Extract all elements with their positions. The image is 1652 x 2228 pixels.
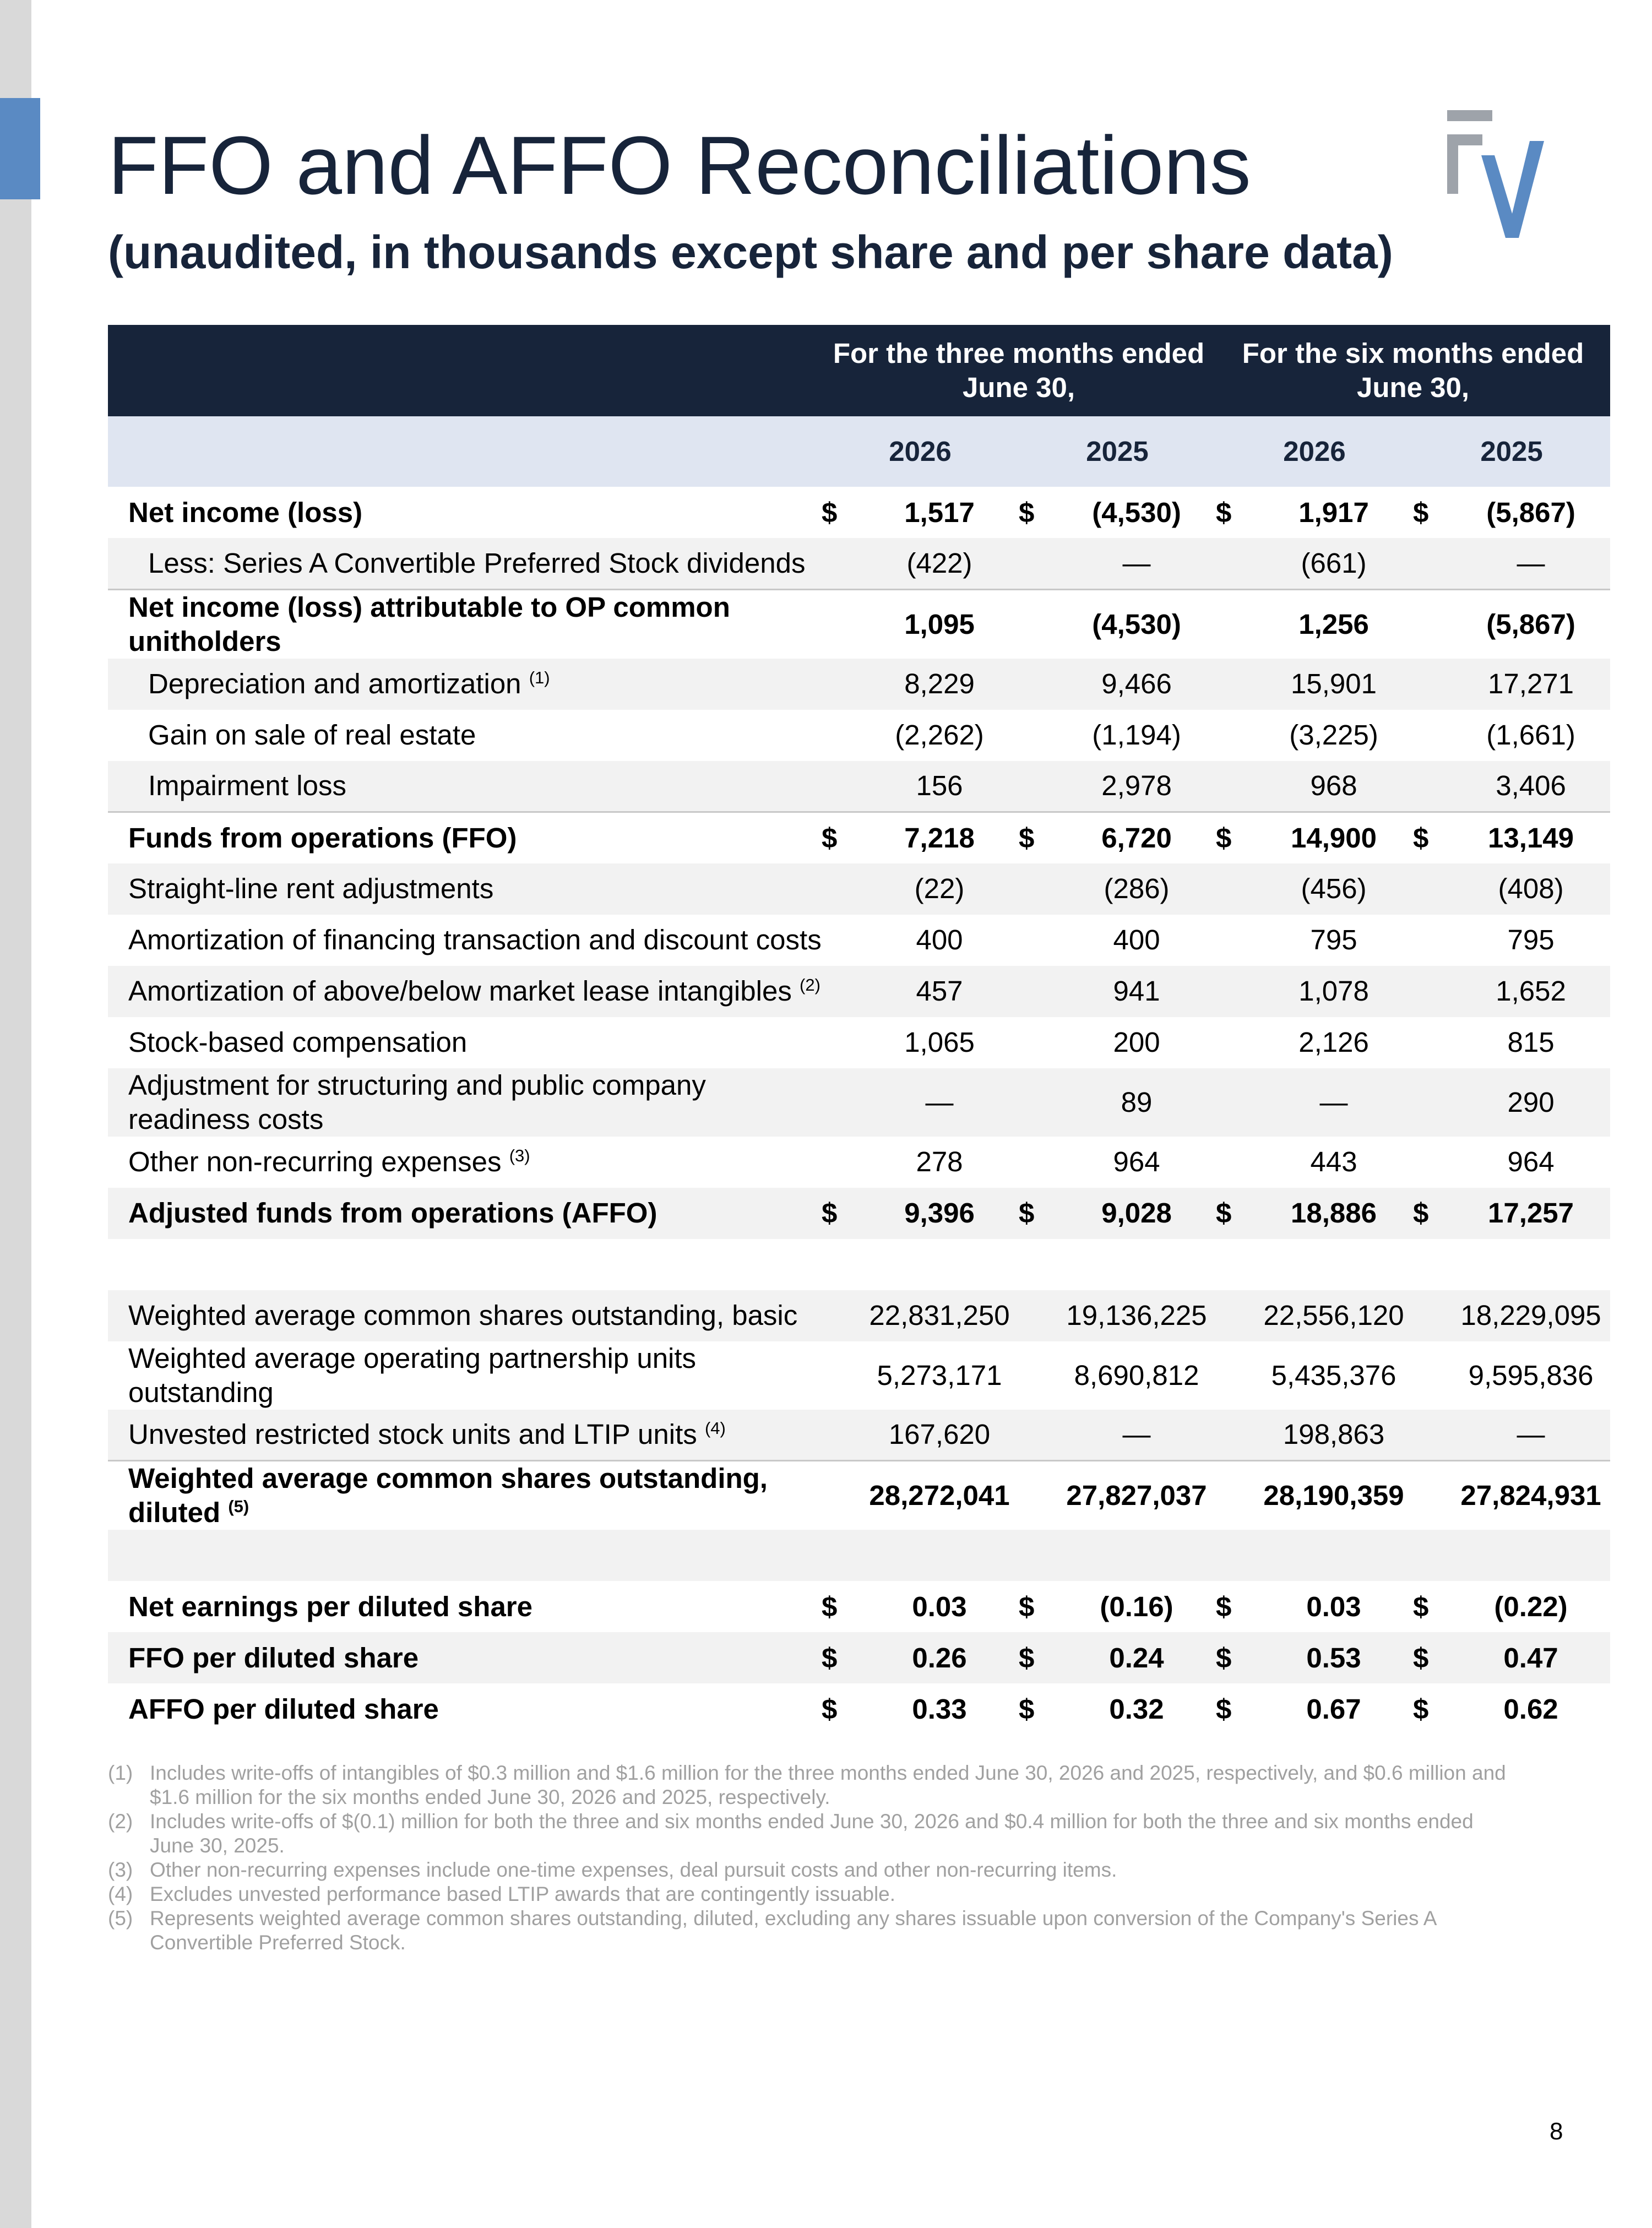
currency-cell bbox=[1019, 1137, 1057, 1188]
reconciliation-table bbox=[108, 325, 1610, 1735]
row-label bbox=[108, 1290, 822, 1341]
row-label-text: Gain on sale of real estate bbox=[148, 719, 476, 751]
table-row bbox=[108, 915, 1610, 966]
value-cell: (1,194) bbox=[1092, 719, 1181, 751]
row-label bbox=[108, 966, 822, 1017]
table-row bbox=[108, 710, 1610, 761]
currency-cell bbox=[1413, 1017, 1452, 1068]
row-label bbox=[108, 1461, 822, 1530]
currency-cell bbox=[1216, 1461, 1254, 1530]
footnote-ref: (1) bbox=[529, 668, 550, 687]
value-cell: 167,620 bbox=[888, 1419, 991, 1450]
currency-cell bbox=[1413, 761, 1452, 812]
year-header: 2026 bbox=[1283, 436, 1346, 467]
footnote-text: Includes write-offs of $(0.1) million for both the three and six months ended June 30, 2026 and $0.4 million for both the three and six months ended June 30, 2025. bbox=[150, 1810, 1474, 1857]
currency-cell: $ bbox=[1019, 496, 1035, 528]
currency-cell bbox=[1413, 538, 1452, 589]
header-blank-cell bbox=[108, 325, 822, 416]
page-title: FFO and AFFO Reconciliations bbox=[108, 119, 1251, 211]
spacer-cell bbox=[108, 1239, 1610, 1290]
row-label bbox=[108, 1137, 822, 1188]
table-row bbox=[108, 589, 1610, 659]
row-label-text: Weighted average common shares outstanding, basic bbox=[128, 1300, 798, 1331]
currency-cell bbox=[822, 966, 860, 1017]
period-header-three-months: For the three months ended June 30, bbox=[833, 338, 1205, 403]
currency-cell bbox=[1413, 589, 1452, 659]
year-header: 2025 bbox=[1480, 436, 1543, 467]
value-cell: 1,095 bbox=[860, 589, 1019, 659]
currency-cell bbox=[1216, 1290, 1254, 1341]
value-cell: 290 bbox=[1507, 1086, 1555, 1118]
table-row bbox=[108, 761, 1610, 812]
currency-cell bbox=[1413, 1341, 1452, 1410]
footnote-number: (4) bbox=[108, 1883, 133, 1905]
value-cell: 0.47 bbox=[1503, 1642, 1558, 1673]
table-row bbox=[108, 1137, 1610, 1188]
currency-cell bbox=[822, 1410, 860, 1461]
value-cell: 18,229,095 bbox=[1460, 1300, 1601, 1331]
currency-cell bbox=[1216, 1068, 1254, 1137]
currency-cell bbox=[1019, 659, 1057, 710]
table-row bbox=[108, 1461, 1610, 1530]
currency-cell: $ bbox=[1019, 1590, 1035, 1622]
value-cell: 2,126 bbox=[1298, 1026, 1369, 1058]
value-cell: 28,272,041 bbox=[860, 1461, 1019, 1530]
value-cell: 400 bbox=[1113, 924, 1160, 955]
value-cell: 443 bbox=[1310, 1146, 1357, 1177]
row-label bbox=[108, 538, 822, 589]
value-cell: — bbox=[1517, 1419, 1545, 1450]
row-label-text: Funds from operations (FFO) bbox=[128, 822, 517, 854]
row-label bbox=[108, 589, 822, 659]
value-cell: 0.33 bbox=[912, 1693, 967, 1725]
currency-cell bbox=[1019, 966, 1057, 1017]
currency-cell bbox=[1019, 1461, 1057, 1530]
section-accent-tab bbox=[0, 98, 40, 199]
currency-cell bbox=[1216, 1341, 1254, 1410]
currency-cell bbox=[1216, 761, 1254, 812]
row-label-text: Impairment loss bbox=[148, 770, 346, 802]
currency-cell bbox=[822, 538, 860, 589]
value-cell: — bbox=[925, 1086, 954, 1118]
currency-cell bbox=[822, 915, 860, 966]
table-row bbox=[108, 812, 1610, 863]
row-label bbox=[108, 1068, 822, 1137]
value-cell: 9,396 bbox=[904, 1197, 975, 1229]
value-cell: 0.62 bbox=[1503, 1693, 1558, 1725]
table-row bbox=[108, 966, 1610, 1017]
currency-cell bbox=[1413, 710, 1452, 761]
value-cell: 1,652 bbox=[1496, 975, 1566, 1007]
currency-cell: $ bbox=[1413, 1693, 1429, 1725]
value-cell: 19,136,225 bbox=[1066, 1300, 1207, 1331]
currency-cell bbox=[1413, 1461, 1452, 1530]
value-cell: 795 bbox=[1310, 924, 1357, 955]
currency-cell bbox=[822, 1137, 860, 1188]
table-row bbox=[108, 538, 1610, 589]
row-label-text: Less: Series A Convertible Preferred Stock dividends bbox=[148, 547, 806, 579]
value-cell: 200 bbox=[1113, 1026, 1160, 1058]
value-cell: 89 bbox=[1121, 1086, 1153, 1118]
value-cell: 9,595,836 bbox=[1468, 1359, 1594, 1391]
left-margin-strip bbox=[0, 0, 31, 2228]
value-cell: (456) bbox=[1301, 873, 1367, 904]
footnote-number: (5) bbox=[108, 1907, 133, 1930]
footnotes bbox=[108, 1761, 1518, 1955]
currency-cell bbox=[1019, 1017, 1057, 1068]
row-label-text: Straight-line rent adjustments bbox=[128, 873, 494, 904]
value-cell: 8,690,812 bbox=[1074, 1359, 1199, 1391]
currency-cell: $ bbox=[822, 1197, 838, 1229]
currency-cell bbox=[822, 1461, 860, 1530]
value-cell: (4,530) bbox=[1057, 589, 1216, 659]
value-cell: 1,256 bbox=[1254, 589, 1413, 659]
currency-cell: $ bbox=[1216, 1642, 1232, 1673]
row-label-text: Other non-recurring expenses bbox=[128, 1146, 502, 1177]
value-cell: 1,517 bbox=[904, 496, 975, 528]
value-cell: 8,229 bbox=[904, 668, 975, 699]
row-label-text: Adjustment for structuring and public company readiness costs bbox=[128, 1069, 706, 1135]
currency-cell bbox=[1019, 589, 1057, 659]
value-cell: 941 bbox=[1113, 975, 1160, 1007]
period-header-six-months: For the six months ended June 30, bbox=[1242, 338, 1584, 403]
page-number: 8 bbox=[1550, 2118, 1563, 2145]
currency-cell: $ bbox=[822, 812, 860, 863]
row-label bbox=[108, 1410, 822, 1461]
value-cell: 3,406 bbox=[1496, 770, 1566, 802]
table-row bbox=[108, 1017, 1610, 1068]
footnote bbox=[108, 1906, 1518, 1955]
currency-cell: $ bbox=[1019, 1693, 1035, 1725]
fv-logo-icon bbox=[1447, 110, 1574, 238]
spacer-row bbox=[108, 1530, 1610, 1581]
value-cell: (408) bbox=[1498, 873, 1564, 904]
currency-cell: $ bbox=[1216, 1590, 1232, 1622]
currency-cell: $ bbox=[822, 1590, 838, 1622]
value-cell: (422) bbox=[906, 547, 972, 579]
currency-cell: $ bbox=[822, 496, 838, 528]
currency-cell: $ bbox=[1216, 812, 1254, 863]
footnote-ref: (3) bbox=[509, 1146, 530, 1165]
value-cell: 2,978 bbox=[1101, 770, 1172, 802]
currency-cell bbox=[1413, 1068, 1452, 1137]
value-cell: 14,900 bbox=[1254, 812, 1413, 863]
row-label-text: Depreciation and amortization bbox=[148, 668, 521, 699]
row-label-text: FFO per diluted share bbox=[128, 1642, 419, 1673]
currency-cell bbox=[1019, 863, 1057, 915]
value-cell: (4,530) bbox=[1092, 496, 1181, 528]
currency-cell: $ bbox=[1019, 812, 1057, 863]
currency-cell bbox=[1216, 659, 1254, 710]
value-cell: 795 bbox=[1507, 924, 1555, 955]
currency-cell bbox=[1216, 863, 1254, 915]
value-cell: 0.67 bbox=[1306, 1693, 1361, 1725]
spacer-row bbox=[108, 1239, 1610, 1290]
value-cell: 22,556,120 bbox=[1263, 1300, 1404, 1331]
value-cell: 27,824,931 bbox=[1452, 1461, 1610, 1530]
row-label-text: Amortization of financing transaction and discount costs bbox=[128, 924, 822, 955]
value-cell: 964 bbox=[1507, 1146, 1555, 1177]
footnote-text: Includes write-offs of intangibles of $0.3 million and $1.6 million for the three months ended June 30, 2026 and 2025, respectively, and $0.6 million and $1.6 million for the six months ended June 30, 2026 and 2025, respectively. bbox=[150, 1762, 1506, 1808]
footnote-ref: (2) bbox=[800, 975, 820, 995]
currency-cell: $ bbox=[1413, 1197, 1429, 1229]
row-label-text: Weighted average common shares outstanding, diluted bbox=[128, 1463, 768, 1528]
table-row bbox=[108, 1188, 1610, 1239]
value-cell: — bbox=[1122, 1419, 1151, 1450]
period-header-row bbox=[108, 325, 1610, 416]
currency-cell bbox=[1216, 710, 1254, 761]
row-label bbox=[108, 812, 822, 863]
value-cell: 0.03 bbox=[912, 1590, 967, 1622]
year-header-row bbox=[108, 416, 1610, 487]
table-row bbox=[108, 1068, 1610, 1137]
row-label bbox=[108, 863, 822, 915]
row-label bbox=[108, 659, 822, 710]
footnote-ref: (4) bbox=[704, 1419, 726, 1438]
footnote-text: Other non-recurring expenses include one-time expenses, deal pursuit costs and other non-recurring items. bbox=[150, 1859, 1117, 1881]
footnote-number: (1) bbox=[108, 1762, 133, 1784]
row-label bbox=[108, 1017, 822, 1068]
row-label-text: Unvested restricted stock units and LTIP units bbox=[128, 1419, 697, 1450]
currency-cell bbox=[1019, 761, 1057, 812]
footnote-number: (2) bbox=[108, 1810, 133, 1833]
value-cell: 400 bbox=[916, 924, 963, 955]
value-cell: (286) bbox=[1104, 873, 1170, 904]
value-cell: 156 bbox=[916, 770, 963, 802]
currency-cell bbox=[1413, 966, 1452, 1017]
value-cell: 0.26 bbox=[912, 1642, 967, 1673]
currency-cell bbox=[1216, 538, 1254, 589]
row-label bbox=[108, 710, 822, 761]
value-cell: — bbox=[1319, 1086, 1348, 1118]
table-row bbox=[108, 1290, 1610, 1341]
currency-cell: $ bbox=[822, 1642, 838, 1673]
value-cell: 457 bbox=[916, 975, 963, 1007]
year-header: 2026 bbox=[889, 436, 952, 467]
row-label-text: Stock-based compensation bbox=[128, 1026, 468, 1058]
currency-cell bbox=[1019, 1410, 1057, 1461]
currency-cell bbox=[822, 863, 860, 915]
row-label-text: Net income (loss) bbox=[128, 496, 363, 528]
currency-cell bbox=[822, 1290, 860, 1341]
currency-cell bbox=[822, 1068, 860, 1137]
currency-cell bbox=[1019, 915, 1057, 966]
value-cell: 27,827,037 bbox=[1057, 1461, 1216, 1530]
row-label bbox=[108, 1188, 822, 1239]
table-row bbox=[108, 1632, 1610, 1683]
value-cell: (2,262) bbox=[895, 719, 984, 751]
currency-cell bbox=[1413, 1290, 1452, 1341]
value-cell: 7,218 bbox=[860, 812, 1019, 863]
footnote-text: Represents weighted average common shares outstanding, diluted, excluding any shares issuable upon conversion of the Company's Series A Convertible Preferred Stock. bbox=[150, 1907, 1436, 1954]
row-label-text: Adjusted funds from operations (AFFO) bbox=[128, 1197, 657, 1229]
row-label-text: Weighted average operating partnership units outstanding bbox=[128, 1342, 697, 1408]
value-cell: — bbox=[1122, 547, 1151, 579]
footnote-text: Excludes unvested performance based LTIP awards that are contingently issuable. bbox=[150, 1883, 896, 1905]
footnote-ref: (5) bbox=[228, 1497, 249, 1516]
table-row bbox=[108, 1410, 1610, 1461]
value-cell: 964 bbox=[1113, 1146, 1160, 1177]
footnote bbox=[108, 1761, 1518, 1809]
value-cell: 968 bbox=[1310, 770, 1357, 802]
row-label-text: AFFO per diluted share bbox=[128, 1693, 439, 1725]
currency-cell: $ bbox=[1413, 812, 1452, 863]
value-cell: 0.24 bbox=[1109, 1642, 1164, 1673]
currency-cell bbox=[1216, 966, 1254, 1017]
value-cell: 17,271 bbox=[1488, 668, 1574, 699]
currency-cell bbox=[1413, 863, 1452, 915]
row-label bbox=[108, 1632, 822, 1683]
currency-cell bbox=[1216, 1137, 1254, 1188]
currency-cell: $ bbox=[1413, 1590, 1429, 1622]
footnote-number: (3) bbox=[108, 1859, 133, 1881]
value-cell: 18,886 bbox=[1291, 1197, 1377, 1229]
value-cell: 1,917 bbox=[1298, 496, 1369, 528]
value-cell: (5,867) bbox=[1452, 589, 1610, 659]
value-cell: 13,149 bbox=[1452, 812, 1610, 863]
row-label bbox=[108, 1341, 822, 1410]
value-cell: 15,901 bbox=[1291, 668, 1377, 699]
row-label-text: Net income (loss) attributable to OP common unitholders bbox=[128, 591, 730, 657]
currency-cell bbox=[1019, 538, 1057, 589]
value-cell: 1,065 bbox=[904, 1026, 975, 1058]
footnote bbox=[108, 1858, 1518, 1882]
currency-cell bbox=[1413, 915, 1452, 966]
currency-cell: $ bbox=[1216, 1693, 1232, 1725]
currency-cell bbox=[822, 761, 860, 812]
value-cell: (0.22) bbox=[1494, 1590, 1568, 1622]
row-label bbox=[108, 1683, 822, 1735]
value-cell: 5,273,171 bbox=[877, 1359, 1002, 1391]
currency-cell bbox=[822, 589, 860, 659]
currency-cell bbox=[1019, 1068, 1057, 1137]
currency-cell bbox=[822, 710, 860, 761]
currency-cell bbox=[1216, 1017, 1254, 1068]
currency-cell bbox=[822, 1017, 860, 1068]
currency-cell: $ bbox=[1216, 496, 1232, 528]
table-row bbox=[108, 1341, 1610, 1410]
value-cell: 9,466 bbox=[1101, 668, 1172, 699]
value-cell: 278 bbox=[916, 1146, 963, 1177]
row-label bbox=[108, 761, 822, 812]
table-row bbox=[108, 659, 1610, 710]
currency-cell bbox=[1413, 659, 1452, 710]
currency-cell: $ bbox=[1413, 1642, 1429, 1673]
table-row bbox=[108, 487, 1610, 538]
page-subtitle: (unaudited, in thousands except share and per share data) bbox=[108, 226, 1393, 278]
value-cell: 9,028 bbox=[1101, 1197, 1172, 1229]
currency-cell bbox=[1019, 1290, 1057, 1341]
table-row bbox=[108, 1683, 1610, 1735]
currency-cell bbox=[1216, 589, 1254, 659]
value-cell: (661) bbox=[1301, 547, 1367, 579]
value-cell: 0.32 bbox=[1109, 1693, 1164, 1725]
value-cell: 28,190,359 bbox=[1254, 1461, 1413, 1530]
value-cell: (0.16) bbox=[1100, 1590, 1173, 1622]
value-cell: (1,661) bbox=[1486, 719, 1575, 751]
value-cell: 5,435,376 bbox=[1271, 1359, 1396, 1391]
table-row bbox=[108, 1581, 1610, 1632]
value-cell: 6,720 bbox=[1057, 812, 1216, 863]
currency-cell: $ bbox=[1413, 496, 1429, 528]
currency-cell bbox=[1019, 1341, 1057, 1410]
value-cell: (22) bbox=[914, 873, 965, 904]
value-cell: 0.03 bbox=[1306, 1590, 1361, 1622]
footnote bbox=[108, 1882, 1518, 1906]
footnote bbox=[108, 1809, 1518, 1858]
value-cell: (5,867) bbox=[1486, 496, 1575, 528]
value-cell: 1,078 bbox=[1298, 975, 1369, 1007]
spacer-cell bbox=[108, 1530, 1610, 1581]
row-label-text: Net earnings per diluted share bbox=[128, 1590, 533, 1622]
value-cell: 815 bbox=[1507, 1026, 1555, 1058]
currency-cell: $ bbox=[822, 1693, 838, 1725]
value-cell: 0.53 bbox=[1306, 1642, 1361, 1673]
currency-cell bbox=[822, 659, 860, 710]
currency-cell: $ bbox=[1216, 1197, 1232, 1229]
row-label bbox=[108, 915, 822, 966]
value-cell: — bbox=[1517, 547, 1545, 579]
table-row bbox=[108, 863, 1610, 915]
currency-cell bbox=[1019, 710, 1057, 761]
value-cell: 17,257 bbox=[1488, 1197, 1574, 1229]
row-label bbox=[108, 487, 822, 538]
currency-cell bbox=[1216, 915, 1254, 966]
currency-cell bbox=[822, 1341, 860, 1410]
value-cell: 22,831,250 bbox=[869, 1300, 1010, 1331]
value-cell: 198,863 bbox=[1283, 1419, 1385, 1450]
currency-cell: $ bbox=[1019, 1642, 1035, 1673]
value-cell: (3,225) bbox=[1289, 719, 1378, 751]
currency-cell bbox=[1216, 1410, 1254, 1461]
row-label bbox=[108, 1581, 822, 1632]
year-header: 2025 bbox=[1086, 436, 1149, 467]
currency-cell bbox=[1413, 1410, 1452, 1461]
row-label-text: Amortization of above/below market lease intangibles bbox=[128, 975, 792, 1007]
header-blank-cell bbox=[108, 416, 822, 487]
currency-cell: $ bbox=[1019, 1197, 1035, 1229]
currency-cell bbox=[1413, 1137, 1452, 1188]
